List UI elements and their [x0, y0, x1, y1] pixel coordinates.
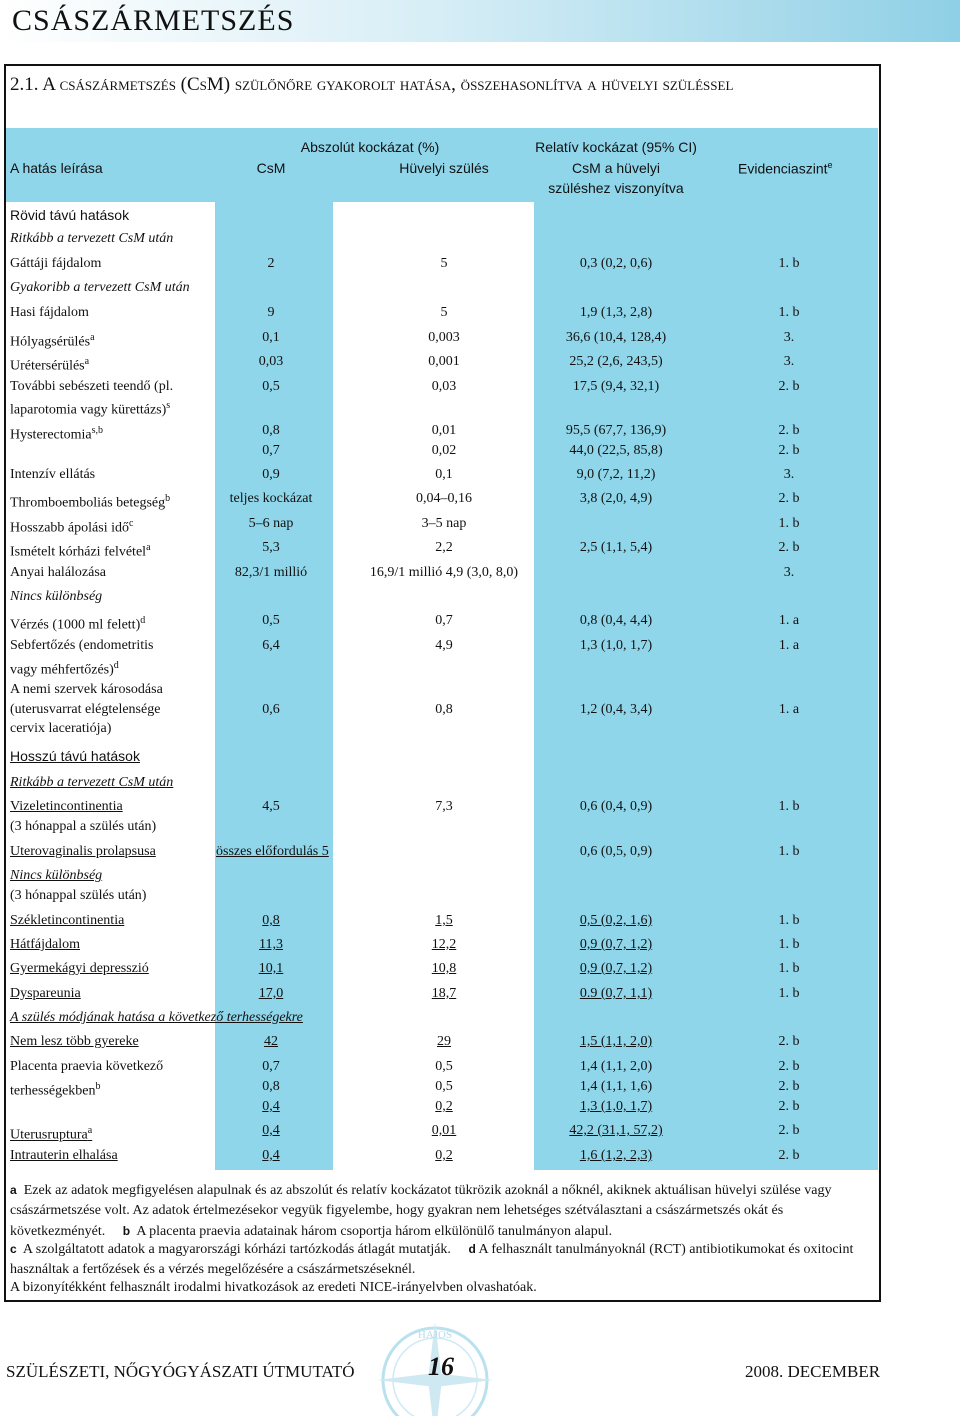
subheading-next-pregnancies: A szülés módjának hatása a következő terhességekre	[10, 1010, 303, 1025]
row-label-cont: (3 hónappal a szülés után)	[10, 819, 157, 834]
cell-relative-risk: 0,3 (0,2, 0,6)	[579, 256, 653, 271]
title-banner	[0, 0, 960, 42]
subheading-no-difference-2: Nincs különbség	[10, 868, 103, 883]
row-label: Gáttáji fájdalom	[10, 256, 102, 271]
cell-vaginal: 12,2	[431, 937, 457, 952]
cell-evidence: 1. a	[778, 702, 800, 717]
header-evidence: Evidenciaszint$^e$	[738, 160, 833, 177]
cell-relative-risk: 17,5 (9,4, 32,1)	[572, 379, 660, 394]
cell-csm: 6,4	[262, 638, 280, 653]
cell-evidence: 1. b	[778, 961, 800, 976]
page-title: CSÁSZÁRMETSZÉS	[12, 4, 295, 37]
row-label: Nem lesz több gyereke	[10, 1034, 139, 1049]
cell-evidence: 1. b	[778, 516, 800, 531]
footnote-c-d: c A szolgáltatott adatok a magyarországi kórházi tartózkodás átlagát mutatják. d A felhasznált tanulmányoknál (RCT) antibiotikumokat és oxitocint használtak a fertőzések és a vérzés megelőzésére a császármetszéseknél.	[10, 1242, 854, 1277]
cell-vaginal: 7,3	[435, 799, 453, 814]
header-csm: CsM	[256, 160, 286, 176]
row-label: Intrauterin elhalása	[10, 1148, 118, 1163]
row-label-cont: laparotomia vagy kürettázs)$^s$	[10, 400, 171, 418]
cell-vaginal: 3–5 nap	[421, 516, 467, 531]
page-number: 16	[428, 1352, 454, 1381]
cell-evidence: 1. a	[778, 613, 800, 628]
cell-evidence: 1. b	[778, 844, 800, 859]
cell-vaginal: 0,5	[435, 1059, 453, 1074]
cell-relative-risk: 3,8 (2,0, 4,9)	[579, 491, 653, 506]
cell-vaginal: 0,7	[435, 613, 453, 628]
compass-lettering: HAJÓS	[417, 1329, 453, 1341]
cell-evidence: 2. b	[778, 1148, 800, 1163]
cell-vaginal: 2,2	[435, 540, 453, 555]
header-vaginal: Hüvelyi szülés	[399, 160, 489, 176]
cell-csm: 10,1	[258, 961, 284, 976]
row-label: Uterusruptura$^a$	[10, 1125, 93, 1143]
cell-csm: 2	[267, 256, 275, 271]
cell-csm: 0,8	[262, 423, 280, 438]
cell-relative-risk: 36,6 (10,4, 128,4)	[565, 330, 667, 345]
row-label: Urétersérülés$^a$	[10, 356, 90, 374]
cell-evidence: 2. b	[778, 443, 800, 458]
cell-relative-risk: 1,2 (0,4, 3,4)	[579, 702, 653, 717]
cell-relative-risk: 0,6 (0,5, 0,9)	[579, 844, 653, 859]
cell-evidence: 1. b	[778, 256, 800, 271]
cell-vaginal: 0,1	[435, 467, 453, 482]
cell-evidence: 3.	[783, 565, 795, 580]
cell-csm: 0,4	[262, 1099, 280, 1114]
row-label: Sebfertőzés (endometritis	[10, 638, 154, 653]
cell-vaginal: 5	[440, 305, 448, 320]
cell-csm: 0,8	[262, 1079, 280, 1094]
section-heading: 2.1. A császármetszés (CsM) szülőnőre gyakorolt hatása, összehasonlítva a hüvelyi szüléssel	[10, 74, 734, 95]
cell-relative-risk: 1,3 (1,0, 1,7)	[579, 1099, 653, 1114]
cell-vaginal: 0,5	[435, 1079, 453, 1094]
row-label: Gyermekágyi depresszió	[10, 961, 149, 976]
header-relative-risk-3: szüléshez viszonyítva	[548, 180, 684, 196]
cell-evidence: 2. b	[778, 1099, 800, 1114]
cell-vaginal: 0,001	[428, 354, 460, 369]
row-label-cont: (3 hónappal szülés után)	[10, 888, 147, 903]
cell-csm: 0,4	[262, 1148, 280, 1163]
row-label: A nemi szervek károsodása	[10, 682, 163, 697]
cell-evidence: 3.	[783, 330, 795, 345]
row-label: Anyai halálozása	[10, 565, 107, 580]
row-label: Székletincontinentia	[10, 913, 125, 928]
footnote-a: a Ezek az adatok megfigyelésen alapulnak és az abszolút és relatív kockázatot tükrözik azoknál a nőknél, akiknek aktuálisan hüvelyi szülése vagy császármetszése volt. Az adatok értelmezésekor vegyük figyelembe, hogy gyakran nem lehetséges szétválasztani a császármetszés okát és következményét. b A placenta praevia adatainak három csoportja három elkülönülő tanulmányon alapul.	[10, 1183, 832, 1239]
footnote-e: A bizonyítékként felhasznált irodalmi hivatkozások az eredeti NICE-irányelvben olvashatóak.	[10, 1280, 537, 1295]
row-label: Vérzés (1000 ml felett)$^d$	[10, 615, 146, 633]
cell-vaginal: 0,01	[431, 1123, 457, 1138]
cell-relative-risk: 42,2 (31,1, 57,2)	[569, 1123, 663, 1138]
cell-relative-risk: 1,9 (1,3, 2,8)	[579, 305, 653, 320]
cell-vaginal: 4,9	[435, 638, 453, 653]
cell-vaginal: 5	[440, 256, 448, 271]
cell-vaginal: 16,9/1 millió 4,9 (3,0, 8,0)	[369, 565, 519, 580]
row-label-cont: (uterusvarrat elégtelensége	[10, 702, 161, 717]
cell-csm: 0,7	[262, 1059, 280, 1074]
cell-csm: 9	[267, 305, 275, 320]
row-label: Ismételt kórházi felvétel$^a$	[10, 542, 151, 560]
cell-evidence: 2. b	[778, 1123, 800, 1138]
cell-evidence: 2. b	[778, 1059, 800, 1074]
cell-evidence: 1. b	[778, 937, 800, 952]
row-label: Placenta praevia következő	[10, 1059, 164, 1074]
cell-vaginal: 18,7	[431, 986, 457, 1001]
cell-evidence: 1. b	[778, 913, 800, 928]
footer-right: 2008. DECEMBER	[745, 1362, 881, 1381]
subheading-no-difference: Nincs különbség	[10, 589, 103, 604]
cell-relative-risk: 1,4 (1,1, 2,0)	[579, 1059, 653, 1074]
cell-vaginal: 0,04–0,16	[416, 491, 472, 506]
row-label: Hólyagsérülés$^a$	[10, 332, 95, 350]
cell-evidence: 1. b	[778, 799, 800, 814]
cell-vaginal: 29	[437, 1034, 451, 1049]
row-label: Hasi fájdalom	[10, 305, 89, 320]
row-label: Uterovaginalis prolapsusa	[10, 844, 156, 859]
cell-csm: 0,8	[262, 913, 280, 928]
cell-relative-risk: 0,9 (0,7, 1,2)	[579, 937, 653, 952]
cell-csm: 0,5	[262, 613, 280, 628]
row-label-cont: cervix laceratiója)	[10, 721, 112, 736]
cell-evidence: 2. b	[778, 1034, 800, 1049]
cell-csm: 17,0	[258, 986, 284, 1001]
cell-csm: 82,3/1 millió	[234, 565, 308, 580]
cell-relative-risk: 1,3 (1,0, 1,7)	[579, 638, 653, 653]
section-short-term: Rövid távú hatások	[10, 207, 130, 223]
header-description: A hatás leírása	[10, 160, 103, 176]
cell-evidence: 2. b	[778, 379, 800, 394]
cell-relative-risk: 2,5 (1,1, 5,4)	[579, 540, 653, 555]
cell-relative-risk: 1,4 (1,1, 1,6)	[579, 1079, 653, 1094]
cell-csm: 0,4	[262, 1123, 280, 1138]
cell-evidence: 1. a	[778, 638, 800, 653]
cell-vaginal: 0,2	[435, 1148, 453, 1163]
row-label: Hosszabb ápolási idő$^c$	[10, 518, 134, 536]
row-label: Hysterectomia$^{s,b}$	[10, 425, 104, 443]
cell-relative-risk: 25,2 (2,6, 243,5)	[569, 354, 663, 369]
row-label: Vizeletincontinentia	[10, 799, 123, 814]
row-label-cont: terhességekben$^b$	[10, 1081, 101, 1099]
header-relative-risk: Relatív kockázat (95% CI)	[535, 139, 697, 155]
section-long-term: Hosszú távú hatások	[10, 748, 140, 764]
cell-vaginal: 0,003	[428, 330, 460, 345]
cell-csm: 42	[264, 1034, 278, 1049]
cell-relative-risk: 0,5 (0,2, 1,6)	[579, 913, 653, 928]
cell-evidence: 1. b	[778, 986, 800, 1001]
cell-csm: 5–6 nap	[248, 516, 294, 531]
cell-relative-risk: 44,0 (22,5, 85,8)	[569, 443, 663, 458]
row-label: Hátfájdalom	[10, 937, 80, 952]
cell-evidence: 2. b	[778, 540, 800, 555]
row-label-cont: vagy méhfertőzés)$^d$	[10, 660, 119, 678]
cell-evidence: 2. b	[778, 491, 800, 506]
cell-vaginal: 0,03	[431, 379, 457, 394]
cell-csm: összes előfordulás 5	[216, 844, 329, 859]
cell-csm: 0,9	[262, 467, 280, 482]
subheading-rarer-planned-2: Ritkább a tervezett CsM után	[10, 775, 174, 790]
cell-relative-risk: 0,9 (0,7, 1,2)	[579, 961, 653, 976]
row-label: Intenzív ellátás	[10, 467, 96, 482]
row-label: További sebészeti teendő (pl.	[10, 379, 174, 394]
cell-csm: 0,7	[262, 443, 280, 458]
cell-csm: 0,6	[262, 702, 280, 717]
cell-evidence: 3.	[783, 467, 795, 482]
cell-csm: 5,3	[262, 540, 280, 555]
cell-relative-risk: 0.9 (0,7, 1,1)	[579, 986, 653, 1001]
cell-relative-risk: 0,8 (0,4, 4,4)	[579, 613, 653, 628]
cell-vaginal: 1,5	[435, 913, 453, 928]
footer-left: SZÜLÉSZETI, NŐGYÓGYÁSZATI ÚTMUTATÓ	[6, 1362, 355, 1381]
cell-csm: 0,1	[262, 330, 280, 345]
cell-vaginal: 0,02	[431, 443, 457, 458]
subheading-rarer-planned: Ritkább a tervezett CsM után	[10, 231, 174, 246]
cell-csm: 11,3	[259, 937, 283, 952]
cell-evidence: 1. b	[778, 305, 800, 320]
cell-relative-risk: 0,6 (0,4, 0,9)	[579, 799, 653, 814]
cell-relative-risk: 1,6 (1,2, 2,3)	[579, 1148, 653, 1163]
cell-evidence: 3.	[783, 354, 795, 369]
cell-evidence: 2. b	[778, 1079, 800, 1094]
cell-relative-risk: 1,5 (1,1, 2,0)	[579, 1034, 653, 1049]
row-label: Dyspareunia	[10, 986, 81, 1001]
subheading-more-frequent: Gyakoribb a tervezett CsM után	[10, 280, 190, 295]
cell-vaginal: 0,01	[431, 423, 457, 438]
cell-csm: 0,5	[262, 379, 280, 394]
cell-csm: 4,5	[262, 799, 280, 814]
header-relative-risk-2: CsM a hüvelyi	[572, 160, 660, 176]
cell-csm: teljes kockázat	[229, 491, 313, 506]
cell-relative-risk: 9,0 (7,2, 11,2)	[576, 467, 656, 482]
cell-vaginal: 0,2	[435, 1099, 453, 1114]
cell-csm: 0,03	[258, 354, 284, 369]
header-absolute-risk: Abszolút kockázat (%)	[300, 139, 440, 155]
cell-evidence: 2. b	[778, 423, 800, 438]
row-label: Thromboemboliás betegség$^b$	[10, 493, 171, 511]
cell-vaginal: 0,8	[435, 702, 453, 717]
cell-vaginal: 10,8	[431, 961, 457, 976]
cell-relative-risk: 95,5 (67,7, 136,9)	[565, 423, 667, 438]
